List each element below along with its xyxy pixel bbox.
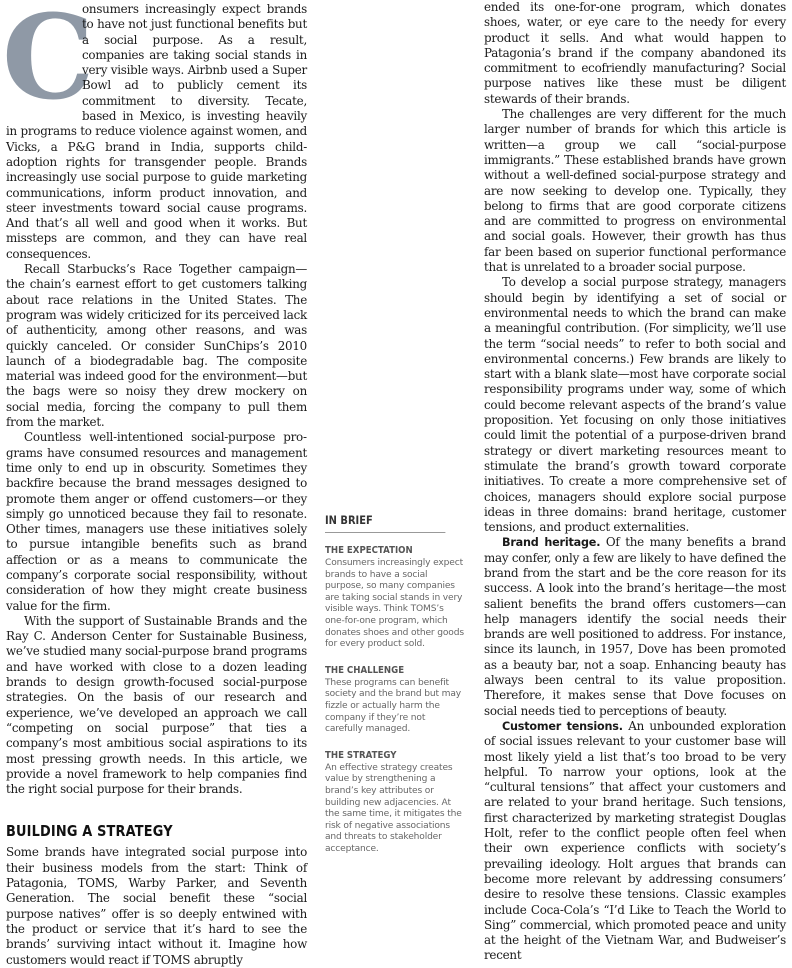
paragraph: The challenges are very different for the much larger number of brands for which this article is written—a group we call “social-purpose immigrants.” These established brands have grown without a well-defined social-purpose strategy and are now seeking to develop one. Typically, they belong to firms that are good corporate citizens and are committed to progress on environmental and social goals. However, their growth has thus far been based on superior functional performance that is unrelated to a broader social purpose. bbox=[484, 107, 786, 275]
customer-tensions-text: An unbounded exploration of social issues relevant to your customer base will most likely yield a list that’s too broad to be very helpful. To narrow your options, look at the “cultural tensions” that affect your customers and are related to your brand heritage. Such tensions, first characterized by marketing strategist Douglas Holt, refer to the conflict people often feel when their own experience conflicts with society’s prevailing ideology. Holt argues that brands can become more relevant by addressing consumers’ desire to resolve these tensions. Classic examples include Coca-Cola’s “I’d Like to Teach the World to Sing” commercial, which promoted peace and unity at the height of the Vietnam War, and Budweiser’s recent bbox=[484, 718, 786, 963]
intro-text bbox=[2, 0, 307, 797]
right-text bbox=[484, 0, 786, 964]
paragraph: With the support of Sustainable Brands and the Ray C. Anderson Center for Sustainable Business, we’ve studied many social-purpose brand programs and have worked with close to a dozen leading brands to design growth-focused social-purpose strategies. On the basis of our research and experience, we’ve developed an approach we call “competing on social purpose” that ties a company’s most ambitious social aspirations to its most pressing growth needs. In this article, we provide a novel framework to help companies find the right social purpose for their brands. bbox=[6, 613, 307, 797]
brand-heritage-text: Of the many benefits a brand may confer, only a few are likely to have defined the brand from the start and be the core reason for its success. A look into the brand’s heritage—the most salient benefits the brand offers customers—can help managers identify the social needs their brands are well positioned to address. For instance, since its launch, in 1957, Dove has been promoted as a beauty bar, not a soap. Enhancing beauty has always been central to its value proposition. Therefore, it makes sense that Dove focuses on social needs tied to perceptions of beauty. bbox=[484, 535, 787, 718]
brief-heading: THE CHALLENGE bbox=[325, 664, 405, 676]
brief-text: Consumers increasingly expect brands to have a social purpose, so many companies are taking social stands in very visible ways. Think TOMS’s one-for-one program, which donates shoes and other goods for every product sold. bbox=[325, 558, 464, 650]
brief-text: These programs can benefit society and the brand but may fizzle or actually harm the company if they’re not carefully managed. bbox=[325, 677, 462, 735]
paragraph: To develop a social purpose strategy, managers should begin by identifying a set of social or environmental needs to which the brand can make a meaningful contribution. (For simplicity, we’ll use the term “social needs” to refer to both social and environmental concerns.) Few brands are likely to start with a blank slate—most have corporate social responsibility programs under way, some of which could become relevant aspects of the brand’s value proposition. Yet focusing on only those initiatives could limit the potential of a purpose-driven brand strategy or divert marketing resources meant to stimulate the brand’s growth toward corporate initiatives. To create a more comprehensive set of choices, managers should explore social purpose ideas in three domains: brand heritage, customer tensions, and product externalities. bbox=[484, 275, 786, 535]
paragraph: ended its one-for-one program, which donates shoes, water, or eye care to the needy for every product it sells. And what would happen to Patagonia’s brand if the company abandoned its commitment to ecofriendly manufacturing? Social purpose natives like these must be diligent stewards of their brands. bbox=[484, 0, 786, 106]
paragraph: Some brands have integrated social purpose into their business models from the start: Think of Patagonia, TOMS, Warby Parker, and Seventh Generation. The social benefit these “social purpose natives” offer is so deeply entwined with the product or service that it’s hard to see the brands’ surviving intact without it. Imagine how customers would react if TOMS abruptly bbox=[6, 845, 307, 967]
left-column bbox=[2, 0, 307, 968]
brief-heading: THE EXPECTATION bbox=[325, 545, 413, 556]
drop-cap: C bbox=[2, 0, 95, 126]
paragraph: Recall Starbucks’s Race Together campaign—the chain’s earnest effort to get customers talking about race relations in the United States. The program was widely criticized for its perceived lack of authenticity, among other reasons, and was quickly canceled. Or consider SunChips’s 2010 launch of a biodegradable bag. The composite material was indeed good for the environment—but the bags were so noisy they drew mockery on social media, forcing the company to pull them from the market. bbox=[6, 262, 307, 430]
brief-text: An effective strategy creates value by strengthening a brand’s key attributes or building new adjacencies. At the same time, it mitigates the risk of negative associations and threats to stakeholder acceptance. bbox=[325, 762, 462, 854]
section-body bbox=[6, 843, 307, 967]
right-column bbox=[484, 0, 786, 964]
brief-heading: THE STRATEGY bbox=[325, 749, 397, 761]
brand-heritage-label: Brand heritage. bbox=[502, 536, 601, 550]
paragraph-brand-heritage bbox=[484, 535, 786, 719]
section-heading: BUILDING A STRATEGY bbox=[6, 822, 173, 841]
in-brief-sidebar bbox=[325, 513, 465, 869]
customer-tensions-label: Customer tensions. bbox=[502, 719, 623, 733]
paragraph: onsumers increasingly expect brands to have not just functional benefits but a social purpose. As a result, companies are taking social stands in very visible ways. Airbnb used a Super Bowl ad to publicly cement its commitment to diversity. Tecate, based in Mexico, is investing heavily in programs to reduce violence against women, and Vicks, a P&G brand in India, supports child-adoption rights for transgender people. Brands increasingly use social purpose to guide marketing communications, inform product innovation, and steer investments toward social cause programs. And that’s all well and good when it works. But missteps are common, and they can have real consequences. bbox=[6, 2, 307, 261]
in-brief-title: IN BRIEF bbox=[325, 513, 445, 533]
paragraph: Countless well-intentioned social-purpose programs have consumed resources and management time only to end up in obscurity. Sometimes they backfire because the brand messages designed to promote them anger or offend customers—or they simply go unnoticed because they fail to resonate. Other times, managers use these initiatives solely to pursue intangible benefits such as brand affection or as a means to communicate the company’s corporate social responsibility, without consideration of how they might create business value for the firm. bbox=[6, 430, 307, 613]
paragraph-customer-tensions bbox=[484, 719, 786, 964]
